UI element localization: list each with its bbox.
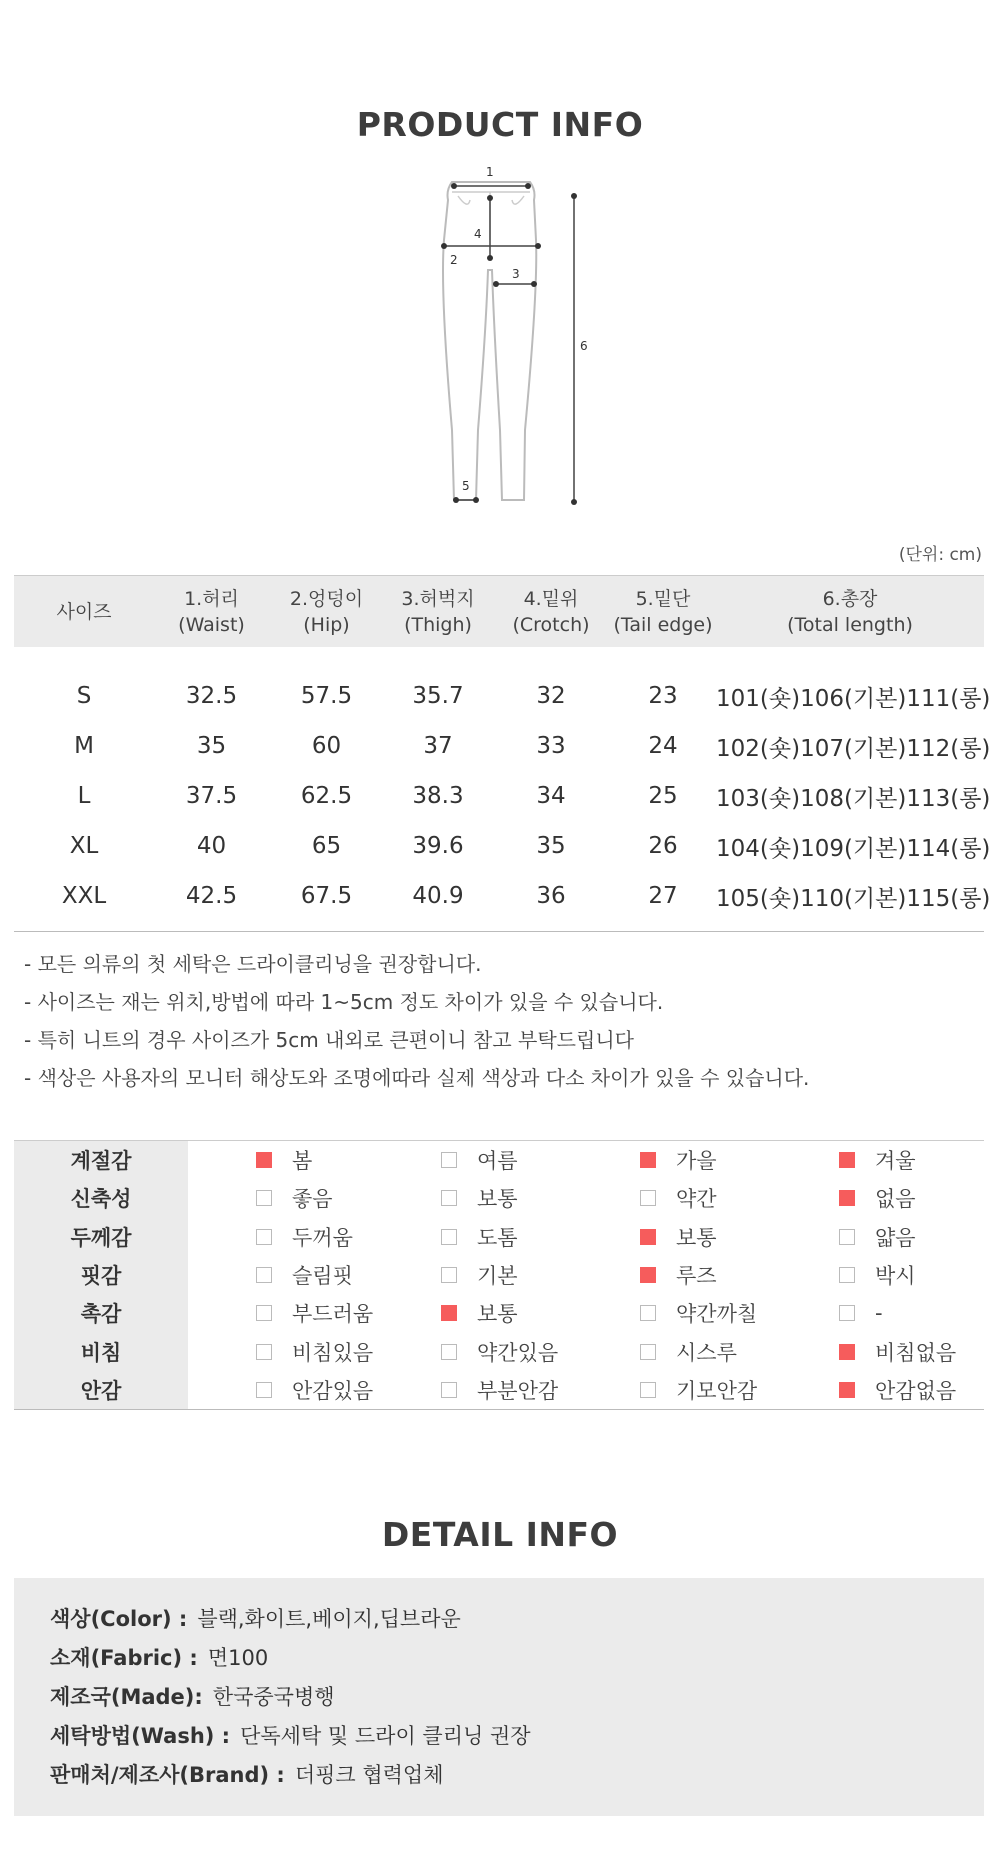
attribute-option: [785, 1183, 984, 1213]
detail-label: 제조국(Made):: [50, 1685, 203, 1709]
table-cell: S: [76, 683, 92, 709]
attribute-option-label: 부드러움: [292, 1302, 374, 1327]
header-waist: 1.허리 (Waist): [178, 587, 245, 636]
checked-box-icon: [256, 1152, 272, 1168]
attribute-label: 비침: [14, 1332, 188, 1370]
attribute-option: [387, 1145, 586, 1175]
attribute-row: [14, 1179, 984, 1217]
table-cell: 35: [196, 733, 227, 759]
unchecked-box-icon: [640, 1344, 656, 1360]
attribute-option-label: 기모안감: [676, 1378, 758, 1403]
table-cell: 27: [648, 883, 678, 909]
unchecked-box-icon: [640, 1305, 656, 1321]
header-total-length: 6.총장 (Total length): [787, 587, 913, 636]
attribute-row: [14, 1256, 984, 1294]
header-crotch: 4.밑위 (Crotch): [512, 587, 590, 636]
table-row: [14, 771, 991, 821]
attribute-option: [387, 1375, 586, 1405]
unchecked-box-icon: [256, 1190, 272, 1206]
table-cell: M: [74, 733, 94, 759]
unchecked-box-icon: [441, 1229, 457, 1245]
note-item: - 특히 니트의 경우 사이즈가 5cm 내외로 큰편이니 참고 부탁드립니다: [24, 1028, 634, 1052]
diagram-label-6: 6: [580, 339, 588, 353]
note-item: - 모든 의류의 첫 세탁은 드라이클리닝을 권장합니다.: [24, 952, 482, 976]
diagram-label-1: 1: [486, 165, 494, 179]
checked-box-icon: [441, 1305, 457, 1321]
checked-box-icon: [640, 1152, 656, 1168]
attribute-option: [188, 1375, 387, 1405]
attribute-option-label: 얇음: [875, 1225, 916, 1250]
attribute-label: 신축성: [14, 1179, 188, 1217]
attribute-option: [586, 1298, 785, 1328]
attributes-table: [14, 1140, 984, 1410]
attribute-option: [586, 1222, 785, 1252]
table-cell: 105(숏)110(기본)115(롱): [716, 885, 991, 912]
size-table-header: [14, 575, 984, 647]
table-cell: 34: [536, 783, 566, 809]
note-item: - 색상은 사용자의 모니터 해상도와 조명에따라 실제 색상과 다소 차이가 있을 수 있습니다.: [24, 1066, 810, 1090]
table-cell: 103(숏)108(기본)113(롱): [716, 785, 991, 812]
product-info-title: PRODUCT INFO: [356, 105, 644, 144]
attribute-label: 두께감: [14, 1218, 188, 1256]
detail-line: [50, 1639, 948, 1678]
table-cell: 62.5: [300, 783, 353, 809]
attribute-option-label: 안감있음: [292, 1378, 374, 1403]
attribute-row: [14, 1294, 984, 1332]
attribute-row: [14, 1218, 984, 1256]
table-cell: 35: [536, 833, 566, 859]
attribute-option: [387, 1298, 586, 1328]
attribute-label: 촉감: [14, 1294, 188, 1332]
header-thigh: 3.허벅지 (Thigh): [401, 587, 475, 636]
table-cell: 37: [423, 733, 453, 759]
size-table-body: [14, 647, 991, 932]
attribute-option-label: 봄: [292, 1149, 313, 1174]
diagram-label-5: 5: [462, 479, 470, 493]
attribute-option-label: 비침있음: [292, 1340, 374, 1365]
unchecked-box-icon: [839, 1267, 855, 1283]
table-row: [14, 821, 991, 871]
detail-value: 면100: [207, 1646, 269, 1670]
attribute-option-label: 보통: [477, 1187, 518, 1212]
checked-box-icon: [839, 1382, 855, 1398]
unchecked-box-icon: [441, 1344, 457, 1360]
checked-box-icon: [839, 1190, 855, 1206]
table-cell: XXL: [61, 883, 107, 909]
detail-line: [50, 1717, 948, 1756]
attribute-option: [785, 1337, 984, 1367]
pants-pocket: [512, 196, 524, 204]
attribute-option-label: 기본: [477, 1264, 518, 1289]
detail-line: [50, 1756, 948, 1795]
table-cell: 23: [648, 683, 678, 709]
unchecked-box-icon: [839, 1229, 855, 1245]
detail-line: [50, 1678, 948, 1717]
attribute-option: [785, 1145, 984, 1175]
pants-measurement-diagram: [430, 160, 630, 520]
unchecked-box-icon: [256, 1229, 272, 1245]
unchecked-box-icon: [441, 1267, 457, 1283]
attribute-option: [785, 1222, 984, 1252]
detail-value: 한국중국병행: [212, 1685, 335, 1709]
header-hip: 2.엉덩이 (Hip): [289, 587, 364, 636]
attribute-label: 핏감: [14, 1256, 188, 1294]
attribute-option: [188, 1298, 387, 1328]
pants-pocket: [458, 196, 470, 204]
table-cell: L: [77, 783, 91, 809]
attribute-option-label: 약간까칠: [676, 1302, 758, 1327]
attribute-option-label: 여름: [477, 1149, 518, 1174]
detail-label: 세탁방법(Wash) :: [50, 1724, 231, 1748]
detail-line: [50, 1600, 948, 1639]
attribute-option: [387, 1183, 586, 1213]
attribute-option-label: 좋음: [292, 1187, 333, 1212]
attribute-option: [188, 1183, 387, 1213]
diagram-label-2: 2: [450, 253, 458, 267]
attribute-option: [188, 1260, 387, 1290]
attribute-option: [586, 1183, 785, 1213]
attribute-option-label: 가을: [676, 1149, 717, 1174]
header-tail-edge: 5.밑단 (Tail edge): [613, 587, 713, 636]
table-cell: 104(숏)109(기본)114(롱): [716, 835, 991, 862]
attribute-option-label: 약간있음: [477, 1340, 559, 1365]
detail-info-box: [14, 1578, 984, 1816]
table-cell: 32: [536, 683, 566, 709]
table-cell: 37.5: [185, 783, 238, 809]
attribute-option: [188, 1337, 387, 1367]
attribute-option-label: 없음: [875, 1187, 916, 1212]
attribute-row: [14, 1332, 984, 1370]
unit-note: (단위: cm): [898, 545, 982, 565]
checked-box-icon: [640, 1267, 656, 1283]
table-cell: 102(숏)107(기본)112(롱): [716, 735, 991, 762]
table-cell: 39.6: [412, 833, 464, 859]
table-cell: 67.5: [300, 883, 353, 909]
attribute-option: [785, 1260, 984, 1290]
attribute-option: [188, 1145, 387, 1175]
unchecked-box-icon: [256, 1344, 272, 1360]
attribute-row: [14, 1371, 984, 1409]
attribute-option-label: 슬림핏: [292, 1264, 353, 1289]
table-cell: 40.9: [412, 883, 464, 909]
header-size: 사이즈: [56, 600, 112, 623]
note-item: - 사이즈는 재는 위치,방법에 따라 1~5cm 정도 차이가 있을 수 있습니다.: [24, 990, 664, 1014]
checked-box-icon: [839, 1344, 855, 1360]
table-cell: XL: [69, 833, 99, 859]
unchecked-box-icon: [256, 1267, 272, 1283]
unchecked-box-icon: [441, 1190, 457, 1206]
checked-box-icon: [640, 1229, 656, 1245]
diagram-label-3: 3: [512, 267, 520, 281]
attribute-option-label: 도톰: [477, 1225, 518, 1250]
checked-box-icon: [839, 1152, 855, 1168]
table-cell: 24: [648, 733, 678, 759]
table-cell: 40: [196, 833, 227, 859]
attribute-row: [14, 1141, 984, 1179]
table-cell: 42.5: [185, 883, 238, 909]
attribute-option-label: 시스루: [676, 1340, 737, 1365]
attribute-option-label: 비침없음: [875, 1340, 957, 1365]
detail-value: 더핑크 협력업체: [294, 1763, 444, 1787]
attribute-option: [387, 1222, 586, 1252]
unchecked-box-icon: [640, 1382, 656, 1398]
table-cell: 57.5: [300, 683, 353, 709]
attribute-option-label: 보통: [477, 1302, 518, 1327]
attribute-option-label: 부분안감: [477, 1378, 559, 1403]
attribute-option: [586, 1260, 785, 1290]
attribute-label: 안감: [14, 1371, 188, 1409]
unchecked-box-icon: [256, 1382, 272, 1398]
unchecked-box-icon: [640, 1190, 656, 1206]
table-row: [14, 871, 991, 921]
table-row: [14, 671, 991, 721]
table-cell: 38.3: [412, 783, 464, 809]
unchecked-box-icon: [256, 1305, 272, 1321]
attribute-option-label: 약간: [676, 1187, 717, 1212]
table-cell: 33: [536, 733, 566, 759]
attribute-option: [188, 1222, 387, 1252]
attribute-option-label: 보통: [676, 1225, 717, 1250]
detail-label: 판매처/제조사(Brand) :: [50, 1763, 285, 1787]
table-cell: 101(숏)106(기본)111(롱): [716, 685, 991, 712]
table-cell: 32.5: [185, 683, 238, 709]
detail-label: 소재(Fabric) :: [50, 1646, 198, 1670]
table-cell: 25: [648, 783, 678, 809]
table-cell: 65: [311, 833, 342, 859]
attribute-option: [785, 1301, 984, 1325]
attribute-option: [387, 1337, 586, 1367]
attribute-option-label: -: [875, 1301, 883, 1326]
size-table: [14, 575, 991, 932]
detail-info-title: DETAIL INFO: [381, 1515, 619, 1554]
attribute-label: 계절감: [14, 1141, 188, 1179]
unchecked-box-icon: [441, 1152, 457, 1168]
table-row: [14, 721, 991, 771]
attribute-option-label: 안감없음: [875, 1378, 957, 1403]
table-cell: 35.7: [412, 683, 464, 709]
attribute-option: [387, 1260, 586, 1290]
table-cell: 36: [536, 883, 566, 909]
table-cell: 60: [311, 733, 342, 759]
table-cell: 26: [648, 833, 678, 859]
detail-value: 블랙,화이트,베이지,딥브라운: [197, 1607, 461, 1631]
attribute-option: [586, 1337, 785, 1367]
detail-label: 색상(Color) :: [50, 1607, 188, 1631]
attribute-option: [785, 1375, 984, 1405]
unchecked-box-icon: [839, 1305, 855, 1321]
detail-value: 단독세탁 및 드라이 클리닝 권장: [240, 1724, 531, 1748]
attribute-option-label: 두꺼움: [292, 1225, 353, 1250]
notes-list: [24, 945, 809, 1097]
diagram-label-4: 4: [474, 227, 482, 241]
attribute-option-label: 겨울: [875, 1149, 916, 1174]
attribute-option: [586, 1375, 785, 1405]
unchecked-box-icon: [441, 1382, 457, 1398]
attribute-option: [586, 1145, 785, 1175]
attribute-option-label: 루즈: [676, 1264, 717, 1289]
attribute-option-label: 박시: [875, 1264, 916, 1289]
